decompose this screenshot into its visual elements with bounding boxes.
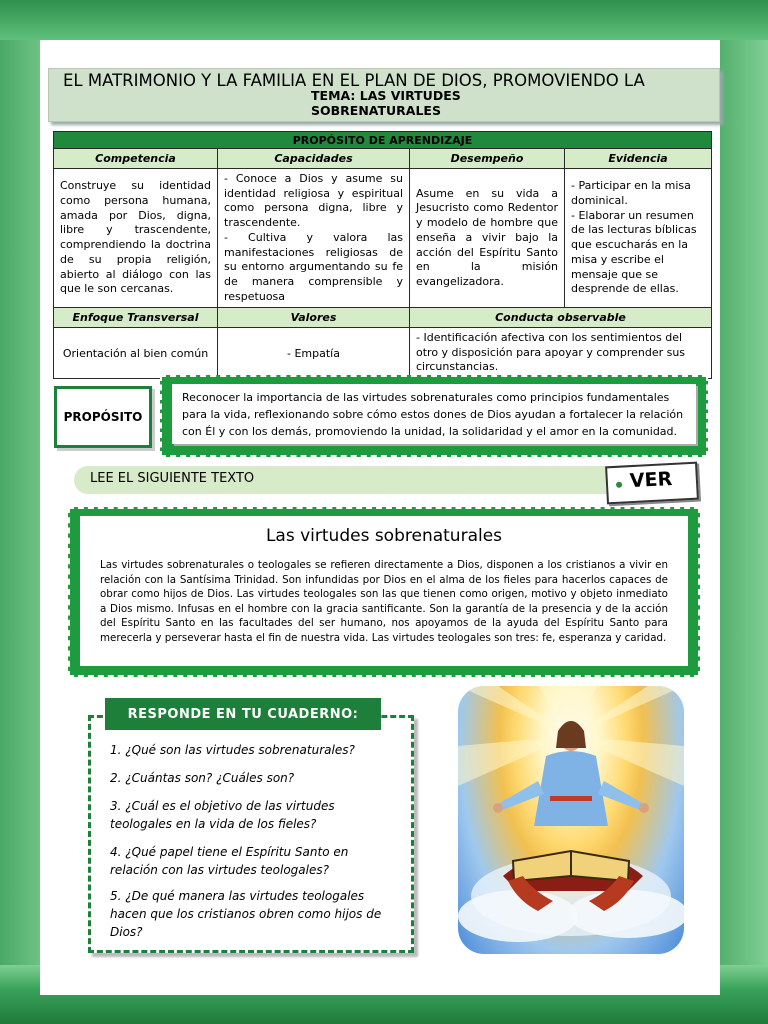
- responde-header: RESPONDE EN TU CUADERNO:: [105, 698, 381, 730]
- jesus-illustration-icon: [458, 686, 684, 954]
- cell-evidencia: [565, 169, 712, 308]
- col-conducta: Conducta observable: [410, 308, 712, 328]
- cell-competencia: Construye su identidad como persona humana, amada por Dios, digna, libre y trascendente, comprendiendo la doctrina de su propia religión, abierto al diálogo con las que le son cercanas.: [54, 169, 218, 308]
- col-desempeno: Desempeño: [410, 149, 565, 169]
- tema-line-2: SOBRENATURALES: [311, 103, 441, 118]
- col-competencia: Competencia: [54, 149, 218, 169]
- question-4: 4. ¿Qué papel tiene el Espíritu Santo en relación con las virtudes teologales?: [110, 845, 349, 877]
- cell-desempeno: Asume en su vida a Jesucristo como Redentor y modelo de hombre que enseña a vivir bajo la acción del Espíritu Santo en la misión evangelizadora.: [410, 169, 565, 308]
- proposito-text: Reconocer la importancia de las virtudes sobrenaturales como principios fundamentales para la vida, reflexionando sobre cómo estos dones de Dios ayudan a fortalecer la relación con Él y con los demás, promoviendo la unidad, la solidaridad y el amor en la comunidad.: [172, 384, 696, 444]
- proposito-label: PROPÓSITO: [54, 386, 152, 448]
- question-1: 1. ¿Qué son las virtudes sobrenaturales?: [110, 743, 355, 757]
- reading-panel: [80, 516, 688, 666]
- capacidad-1: - Conoce a Dios y asume su identidad religiosa y espiritual como persona digna, libre y trascendente.: [224, 172, 403, 230]
- reading-title: Las virtudes sobrenaturales: [265, 526, 503, 546]
- col-evidencia: Evidencia: [565, 149, 712, 169]
- page-title: EL MATRIMONIO Y LA FAMILIA EN EL PLAN DE DIOS, PROMOVIENDO LA: [63, 71, 645, 90]
- title-banner: [48, 68, 720, 122]
- lee-text: LEE EL SIGUIENTE TEXTO: [90, 471, 255, 486]
- capacidad-2: - Cultiva y valora las manifestaciones religiosas de su entorno argumentando su fe de manera comprensible y respetuosa: [224, 230, 403, 303]
- cell-valores: - Empatía: [218, 328, 410, 379]
- tema-title: [311, 88, 491, 118]
- cell-enfoque: Orientación al bien común: [54, 328, 218, 379]
- tema-line-1: TEMA: LAS VIRTUDES: [311, 88, 461, 103]
- reading-body: Las virtudes sobrenaturales o teologales se refieren directamente a Dios, disponen a los cristianos a vivir en relación con la Santísima Trinidad. Son infundidas por Dios en el alma de los fieles para hacerlos capaces de obrar como hijos de Dios. Las virtudes teologales son las que tienen como origen, motivo y objeto inmediato a Dios mismo. Infusas en el hombre con la gracia santificante. Son la garantía de la presencia y de la acción del Espíritu Santo en las facultades del ser humano, nos apoyamos de la ayuda del Espíritu Santo para merecerla y perseverar hasta el fin de nuestra vida. Las virtudes teologales son tres: fe, esperanza y caridad.: [100, 559, 668, 644]
- question-5: 5. ¿De qué manera las virtudes teologales hacen que los cristianos obren como hijos de Dios?: [110, 889, 382, 939]
- evidencia-1: - Participar en la misa dominical.: [571, 179, 691, 208]
- ver-tag: [605, 462, 699, 505]
- table-heading: PROPÓSITO DE APRENDIZAJE: [54, 132, 712, 149]
- jesus-open-bible-illustration: [458, 686, 684, 954]
- col-valores: Valores: [218, 308, 410, 328]
- question-3: 3. ¿Cuál es el objetivo de las virtudes teologales en la vida de los fieles?: [110, 799, 335, 831]
- learning-purpose-table: [53, 131, 712, 379]
- evidencia-2: - Elaborar un resumen de las lecturas bíblicas que escucharás en la misa y escribe el mensaje que se desprende de ellas.: [571, 208, 697, 296]
- cell-capacidades: [218, 169, 410, 308]
- col-enfoque: Enfoque Transversal: [54, 308, 218, 328]
- tag-hole-icon: [616, 482, 622, 488]
- ver-label: VER: [629, 467, 673, 493]
- col-capacidades: Capacidades: [218, 149, 410, 169]
- question-2: 2. ¿Cuántas son? ¿Cuáles son?: [110, 771, 295, 785]
- cell-conducta: - Identificación afectiva con los sentimientos del otro y disposición para apoyar y comprender sus circunstancias.: [410, 328, 712, 379]
